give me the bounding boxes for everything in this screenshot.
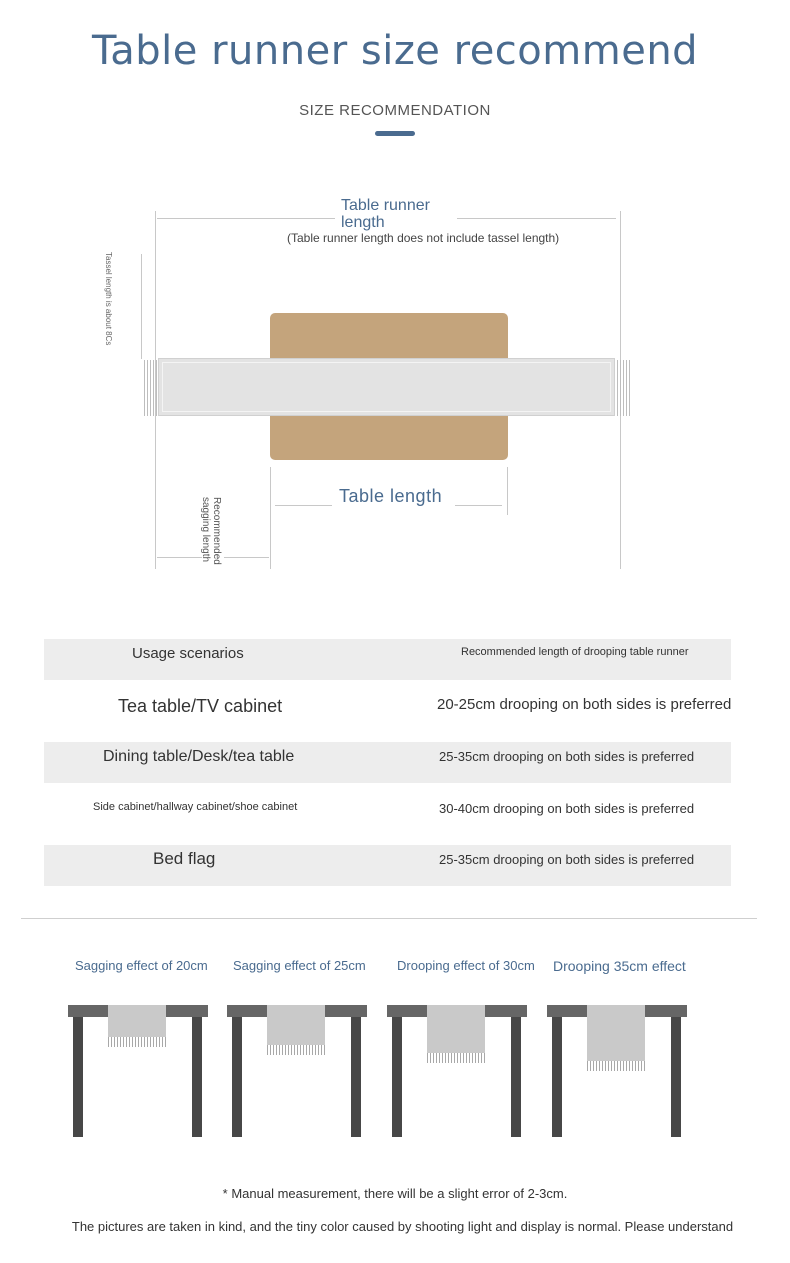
table-row <box>44 793 731 834</box>
table-row <box>44 685 731 726</box>
runner-length-label: Table runner length <box>341 197 430 231</box>
hanging-runner <box>267 1005 325 1045</box>
table-length-line-left <box>275 505 332 506</box>
table-row <box>44 742 731 783</box>
drooping-illustration <box>227 1005 367 1140</box>
length-cell: 25-35cm drooping on both sides is preferred <box>439 749 695 764</box>
runner-length-line-left <box>157 218 335 219</box>
drooping-illustration <box>68 1005 208 1140</box>
runner-tassel <box>427 1053 485 1063</box>
page-title: Table runner size recommend <box>91 28 699 74</box>
table-leg <box>552 1017 562 1137</box>
effect-label: Sagging effect of 20cm <box>75 958 208 973</box>
hanging-runner <box>427 1005 485 1053</box>
effect-label: Sagging effect of 25cm <box>233 958 366 973</box>
column-header-length: Recommended length of drooping table runner <box>461 646 689 658</box>
runner-tassel <box>587 1061 645 1071</box>
length-cell: 25-35cm drooping on both sides is preferred <box>439 852 695 867</box>
table-left-guide <box>270 467 271 569</box>
scenario-cell: Tea table/TV cabinet <box>118 696 283 716</box>
table-leg <box>192 1017 202 1137</box>
table-leg <box>671 1017 681 1137</box>
measurement-note: * Manual measurement, there will be a slight error of 2-3cm. <box>222 1186 568 1201</box>
column-header-scenario: Usage scenarios <box>132 645 244 662</box>
table-right-guide <box>507 467 508 515</box>
table-leg <box>392 1017 402 1137</box>
sagging-length-note: Recommended sagging length <box>200 497 222 565</box>
scenario-cell: Dining table/Desk/tea table <box>103 748 295 765</box>
drooping-illustration <box>547 1005 687 1140</box>
sag-line-left <box>157 557 202 558</box>
length-cell: 30-40cm drooping on both sides is preferred <box>439 801 695 816</box>
runner-tassel <box>108 1037 166 1047</box>
drooping-illustration <box>387 1005 527 1140</box>
tassel-length-note: Tassel length is about 8Cs <box>104 252 113 346</box>
tassel-guide-line <box>141 254 142 359</box>
table-leg <box>511 1017 521 1137</box>
effect-label: Drooping effect of 30cm <box>397 958 535 973</box>
table-length-line-right <box>455 505 502 506</box>
length-cell: 20-25cm drooping on both sides is preferred <box>437 696 732 713</box>
subtitle-underline <box>375 131 415 136</box>
section-divider <box>21 918 757 919</box>
scenario-cell: Bed flag <box>153 849 216 868</box>
section-subtitle: SIZE RECOMMENDATION <box>299 102 491 119</box>
table-leg <box>232 1017 242 1137</box>
hanging-runner <box>587 1005 645 1061</box>
table-leg <box>73 1017 83 1137</box>
runner-length-line-right <box>457 218 616 219</box>
table-row <box>44 845 731 886</box>
right-tassel-fringe <box>615 360 631 416</box>
table-leg <box>351 1017 361 1137</box>
table-header-row <box>44 639 731 680</box>
effect-label: Drooping 35cm effect <box>553 958 686 974</box>
color-disclaimer: The pictures are taken in kind, and the tiny color caused by shooting light and display is normal. Please understand <box>71 1219 734 1234</box>
hanging-runner <box>108 1005 166 1037</box>
table-length-label: Table length <box>339 486 443 506</box>
runner-tassel <box>267 1045 325 1055</box>
sag-line-right <box>224 557 269 558</box>
scenario-cell: Side cabinet/hallway cabinet/shoe cabinet <box>93 801 298 813</box>
runner-length-note: (Table runner length does not include tassel length) <box>287 231 560 245</box>
table-runner-illustration <box>158 358 615 416</box>
left-tassel-fringe <box>142 360 158 416</box>
